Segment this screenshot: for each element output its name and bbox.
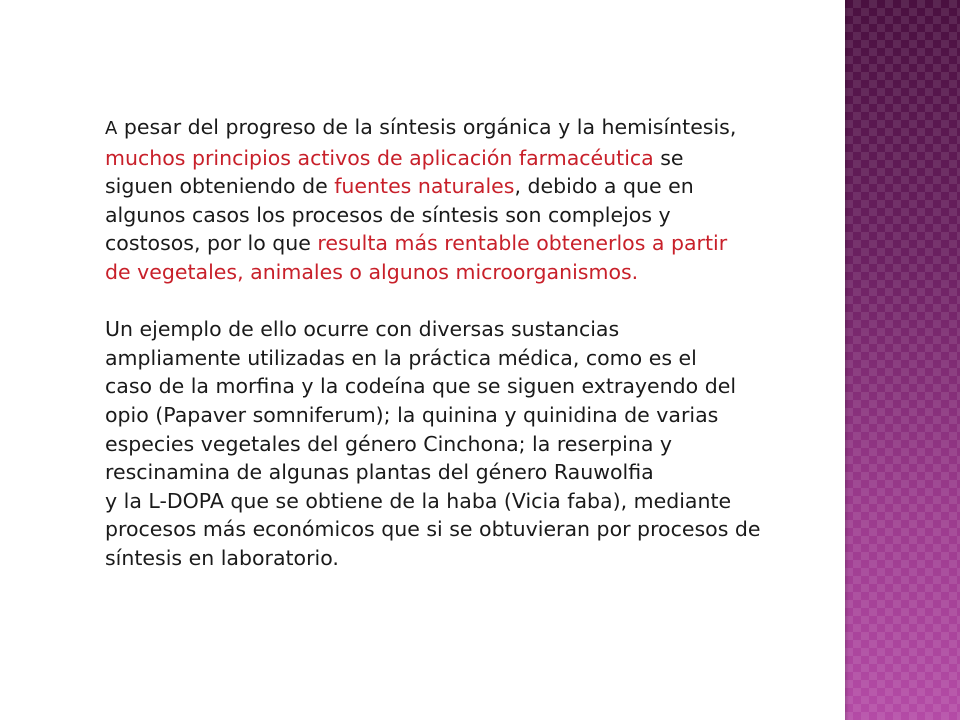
text-line: caso de la morfina y la codeína que se siguen extrayendo del: [105, 374, 737, 399]
text-line: especies vegetales del género Cinchona; la reserpina y: [105, 431, 673, 456]
drop-letter: A: [105, 118, 118, 139]
highlighted-text: de vegetales, animales o algunos microorganismos.: [105, 259, 639, 284]
highlighted-text: fuentes naturales: [334, 174, 515, 199]
text-line: ampliamente utilizadas en la práctica médica, como es el: [105, 345, 697, 370]
text-segment: , debido a que en: [514, 174, 694, 199]
paragraph-intro: [105, 113, 805, 287]
text-line: síntesis en laboratorio.: [105, 545, 339, 570]
text-segment: se: [653, 145, 684, 170]
text-line: rescinamina de algunas plantas del género Rauwolfia: [105, 460, 654, 485]
text-line: [105, 113, 805, 144]
text-segment: pesar del progreso de la síntesis orgánica y la hemisíntesis,: [117, 115, 737, 139]
text-line: [105, 144, 805, 173]
text-line: [105, 172, 805, 201]
text-line: opio (Papaver somniferum); la quinina y quinidina de varias: [105, 402, 719, 427]
decorative-side-band: [845, 0, 960, 720]
paragraph-example: [105, 315, 805, 572]
text-line: Un ejemplo de ello ocurre con diversas sustancias: [105, 317, 620, 342]
text-segment: siguen obteniendo de: [105, 174, 335, 199]
side-band-shadow: [845, 0, 849, 720]
text-line: y la L-DOPA que se obtiene de la haba (Vicia faba), mediante: [105, 488, 732, 513]
text-line: [105, 229, 805, 258]
slide-body: [105, 113, 805, 573]
text-line: algunos casos los procesos de síntesis son complejos y: [105, 202, 671, 227]
highlighted-text: resulta más rentable obtenerlos a partir: [317, 231, 728, 256]
highlighted-text: muchos principios activos de aplicación farmacéutica: [105, 145, 654, 170]
text-segment: costosos, por lo que: [105, 231, 318, 256]
text-line: procesos más económicos que si se obtuvieran por procesos de: [105, 517, 761, 542]
